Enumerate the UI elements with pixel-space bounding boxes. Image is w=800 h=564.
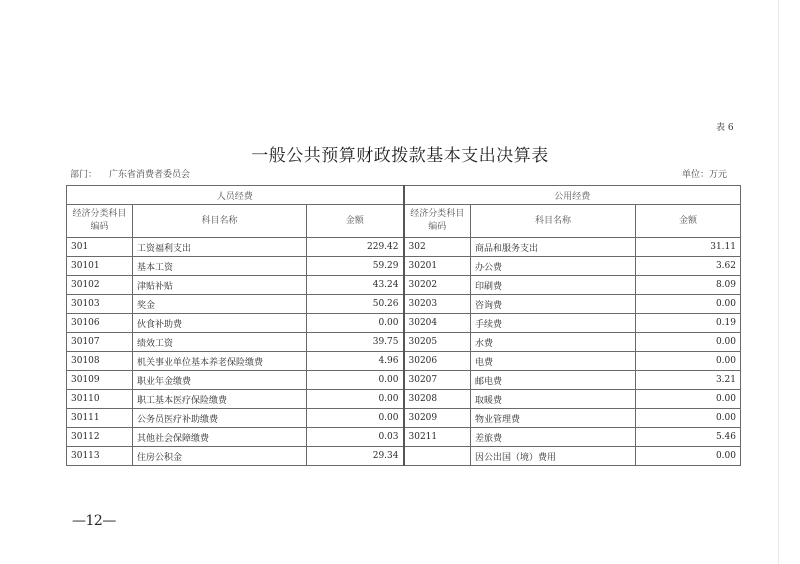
left-code-cell: 30109 [67,371,133,390]
right-amount-cell: 8.09 [636,276,741,295]
right-code-cell [404,447,471,466]
left-name-cell: 基本工资 [133,257,307,276]
right-name-cell: 手续费 [471,314,636,333]
left-amount-cell: 229.42 [307,238,404,257]
right-code-cell: 30205 [404,333,471,352]
table-row [67,276,741,295]
right-amount-cell: 3.62 [636,257,741,276]
right-name-cell: 咨询费 [471,295,636,314]
left-code-cell: 30103 [67,295,133,314]
right-amount-cell: 0.00 [636,352,741,371]
left-code-cell: 301 [67,238,133,257]
left-amount-cell: 50.26 [307,295,404,314]
right-amount-cell: 0.00 [636,295,741,314]
right-code-cell: 30203 [404,295,471,314]
left-amount-cell: 0.00 [307,314,404,333]
right-name-cell: 水费 [471,333,636,352]
right-code-cell: 30204 [404,314,471,333]
right-code-cell: 30206 [404,352,471,371]
right-name-cell: 电费 [471,352,636,371]
left-code-cell: 30107 [67,333,133,352]
left-name-cell: 公务员医疗补助缴费 [133,409,307,428]
header-code-left: 经济分类科目编码 [67,205,133,238]
group-personnel: 人员经费 [67,186,404,205]
header-amount-left: 金额 [307,205,404,238]
table-row [67,295,741,314]
right-name-cell: 因公出国（境）费用 [471,447,636,466]
header-code-right: 经济分类科目编码 [404,205,471,238]
expenditure-table [66,185,741,466]
table-row [67,352,741,371]
header-amount-right: 金额 [636,205,741,238]
right-name-cell: 取暖费 [471,390,636,409]
table-number: 表 6 [716,123,734,133]
left-amount-cell: 39.75 [307,333,404,352]
left-name-cell: 绩效工资 [133,333,307,352]
header-name-left: 科目名称 [133,205,307,238]
left-name-cell: 职工基本医疗保险缴费 [133,390,307,409]
left-code-cell: 30108 [67,352,133,371]
right-code-cell: 302 [404,238,471,257]
department-label: 部门： [70,170,98,180]
table-row [67,314,741,333]
table-row [67,428,741,447]
right-code-cell: 30209 [404,409,471,428]
column-header-row [67,205,741,238]
table-row [67,447,741,466]
right-amount-cell: 0.00 [636,333,741,352]
right-name-cell: 商品和服务支出 [471,238,636,257]
right-name-cell: 邮电费 [471,371,636,390]
table-row [67,371,741,390]
left-amount-cell: 59.29 [307,257,404,276]
left-amount-cell: 0.00 [307,371,404,390]
right-code-cell: 30208 [404,390,471,409]
table-row [67,333,741,352]
left-name-cell: 机关事业单位基本养老保险缴费 [133,352,307,371]
page-title: 一般公共预算财政拨款基本支出决算表 [251,146,549,166]
left-code-cell: 30112 [67,428,133,447]
group-header-row [67,186,741,205]
unit-label: 单位：万元 [682,170,728,180]
right-amount-cell: 0.00 [636,409,741,428]
right-amount-cell: 3.21 [636,371,741,390]
right-code-cell: 30201 [404,257,471,276]
left-name-cell: 职业年金缴费 [133,371,307,390]
left-name-cell: 津贴补贴 [133,276,307,295]
left-code-cell: 30106 [67,314,133,333]
department-name: 广东省消费者委员会 [109,170,191,180]
table-row [67,409,741,428]
left-name-cell: 其他社会保障缴费 [133,428,307,447]
table-row [67,257,741,276]
right-name-cell: 物业管理费 [471,409,636,428]
right-name-cell: 印刷费 [471,276,636,295]
right-amount-cell: 0.00 [636,447,741,466]
table-row [67,238,741,257]
left-code-cell: 30111 [67,409,133,428]
left-amount-cell: 29.34 [307,447,404,466]
table-row [67,390,741,409]
group-public: 公用经费 [404,186,741,205]
left-name-cell: 工资福利支出 [133,238,307,257]
left-amount-cell: 0.00 [307,409,404,428]
left-code-cell: 30101 [67,257,133,276]
right-amount-cell: 0.19 [636,314,741,333]
left-amount-cell: 0.03 [307,428,404,447]
left-amount-cell: 0.00 [307,390,404,409]
left-amount-cell: 43.24 [307,276,404,295]
left-code-cell: 30113 [67,447,133,466]
right-amount-cell: 31.11 [636,238,741,257]
left-amount-cell: 4.96 [307,352,404,371]
left-name-cell: 奖金 [133,295,307,314]
header-name-right: 科目名称 [471,205,636,238]
right-code-cell: 30202 [404,276,471,295]
left-name-cell: 伙食补助费 [133,314,307,333]
right-name-cell: 办公费 [471,257,636,276]
right-name-cell: 差旅费 [471,428,636,447]
page-edge [778,0,779,564]
right-amount-cell: 5.46 [636,428,741,447]
left-code-cell: 30110 [67,390,133,409]
right-code-cell: 30211 [404,428,471,447]
right-code-cell: 30207 [404,371,471,390]
page-number: —12— [72,513,116,529]
right-amount-cell: 0.00 [636,390,741,409]
left-code-cell: 30102 [67,276,133,295]
department-line [70,167,190,180]
left-name-cell: 住房公积金 [133,447,307,466]
